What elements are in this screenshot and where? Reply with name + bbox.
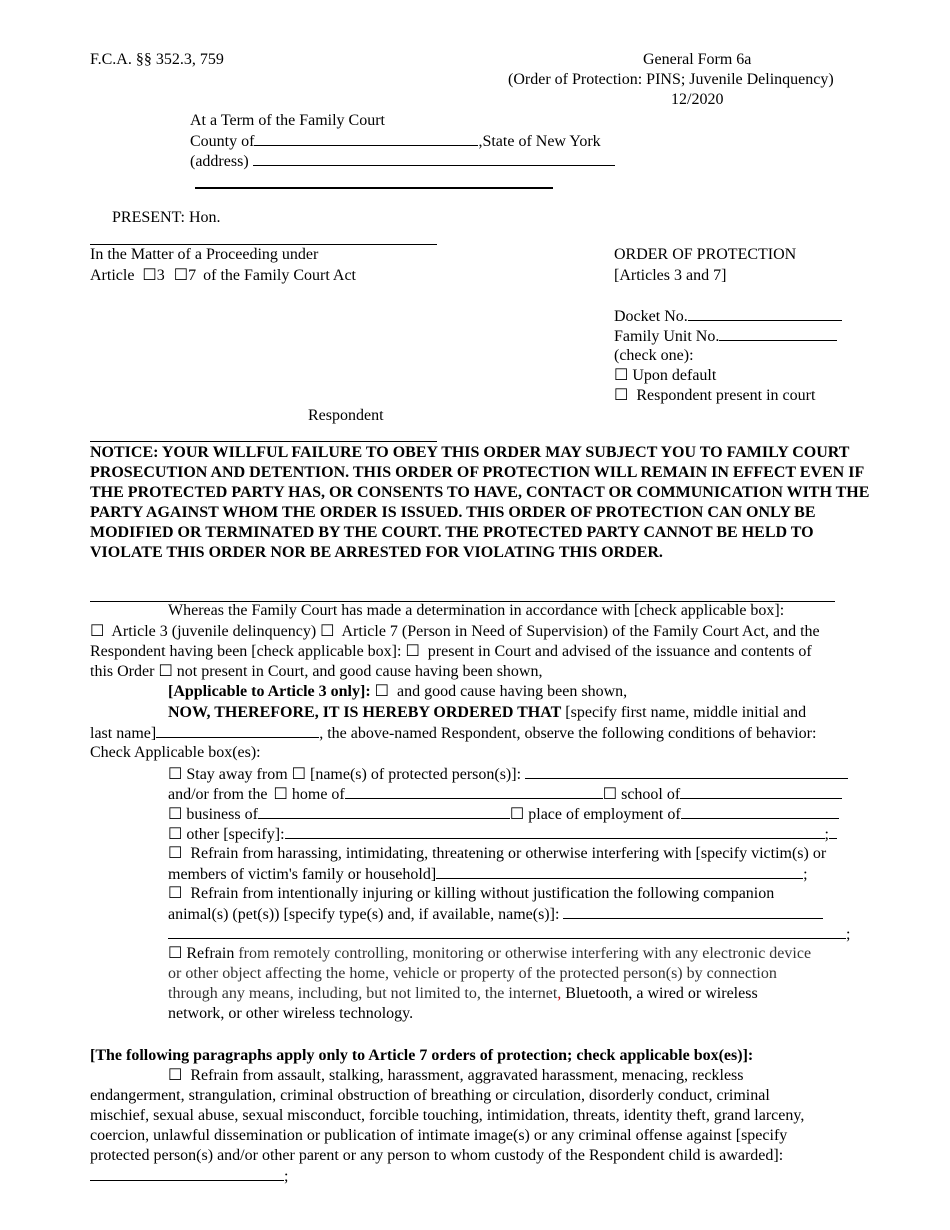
upon-default-label: Upon default (632, 367, 717, 384)
harass-line-1 (168, 844, 826, 864)
other-line (168, 824, 837, 845)
respondent-label: Respondent (308, 407, 384, 424)
form-date: 12/2020 (671, 91, 724, 108)
electronic-refrain: Refrain (186, 945, 235, 962)
business-of-field[interactable] (258, 804, 510, 819)
harass-line-2 (168, 864, 808, 885)
judge-signature-line (195, 187, 553, 189)
family-unit-field[interactable] (719, 326, 837, 341)
upon-default-option (614, 366, 716, 386)
article-3-checkbox[interactable]: ☐ (142, 267, 157, 284)
respondent-present-label: Respondent present in court (636, 387, 816, 404)
article7-line-4: coercion, unlawful dissemination or publication of intimate image(s) or any criminal offense against [specify (90, 1127, 788, 1144)
school-of-label: school of (621, 786, 681, 803)
county-line (190, 131, 601, 152)
family-unit-line (614, 326, 837, 347)
matter-line: In the Matter of a Proceeding under (90, 246, 319, 263)
address-field[interactable] (253, 151, 615, 166)
article-options-line (90, 622, 820, 642)
respondent-having-label: Respondent having been [check applicable box]: (90, 643, 402, 660)
respondent-having-line (90, 642, 812, 662)
harass-text-1: Refrain from harassing, intimidating, threatening or otherwise interfering with [specify victim(s) or (190, 845, 827, 862)
article-line (90, 266, 356, 286)
respondent-present-option (614, 386, 815, 406)
article-3-label: 3 (156, 267, 165, 284)
form-name: General Form 6a (643, 51, 752, 68)
home-school-line (168, 784, 842, 805)
upon-default-checkbox[interactable]: ☐ (614, 367, 629, 384)
whereas-line: Whereas the Family Court has made a determination in accordance with [check applicable box]: (168, 602, 785, 619)
and-or-from-label: and/or from the (168, 786, 268, 803)
docket-label: Docket No. (614, 308, 688, 325)
animal-semicolon: ; (846, 926, 851, 943)
business-of-label: business of (186, 806, 258, 823)
body-article-7-label: Article 7 (Person in Need of Supervision) of the Family Court Act, and the (341, 623, 820, 640)
other-field[interactable] (285, 824, 825, 839)
stay-away-line (168, 764, 848, 785)
applicable-art3-line (168, 682, 627, 702)
present-label: PRESENT: Hon. (112, 209, 221, 226)
body-article-7-checkbox[interactable]: ☐ (320, 623, 335, 640)
home-of-label: home of (291, 786, 345, 803)
other-checkbox[interactable]: ☐ (168, 826, 183, 843)
county-label: County of (190, 133, 255, 150)
protected-persons-label: [name(s) of protected person(s)]: (310, 766, 522, 783)
court-term-line: At a Term of the Family Court (190, 112, 385, 129)
school-checkbox[interactable]: ☐ (602, 786, 618, 803)
check-one-label: (check one): (614, 347, 694, 364)
business-employment-line (168, 804, 839, 825)
applicable-art3-label: [Applicable to Article 3 only]: (168, 683, 371, 700)
other-label: other [specify]: (186, 826, 285, 843)
above-named-label: , the above-named Respondent, observe the following conditions of behavior: (319, 725, 817, 742)
animal-field[interactable] (563, 904, 823, 919)
respondent-name-field[interactable] (156, 723, 319, 738)
docket-field[interactable] (688, 306, 842, 321)
animal-line-3 (168, 924, 850, 945)
electronic-comma: , (557, 985, 562, 1002)
article-label: Article (90, 267, 135, 284)
home-of-field[interactable] (345, 784, 603, 799)
present-in-court-checkbox[interactable]: ☐ (405, 643, 420, 660)
specify-name-label: [specify first name, middle initial and (565, 704, 807, 721)
animal-line-2 (168, 904, 823, 925)
article7-line-3: mischief, sexual abuse, sexual misconduct, forcible touching, intimidation, threats, identity theft, grand larceny, (90, 1107, 805, 1124)
now-therefore-line (168, 703, 806, 723)
article7-line-5: protected person(s) and/or other parent or any person to whom custody of the Respondent child is awarded]: (90, 1147, 784, 1164)
present-in-court-label: present in Court and advised of the issuance and contents of (427, 643, 812, 660)
electronic-line-1 (168, 944, 811, 964)
form-subtitle: (Order of Protection: PINS; Juvenile Delinquency) (508, 71, 834, 88)
school-of-field[interactable] (680, 784, 842, 799)
stay-away-label: Stay away from (186, 766, 288, 783)
not-present-label: not present in Court, and good cause having been shown, (176, 663, 543, 680)
animal-line-1 (168, 884, 774, 904)
statute-reference: F.C.A. §§ 352.3, 759 (90, 51, 224, 68)
not-present-checkbox[interactable]: ☐ (158, 663, 173, 680)
electronic-line-3 (168, 984, 758, 1004)
electronic-text-1: from remotely controlling, monitoring or otherwise interfering with any electronic device (238, 945, 812, 962)
order-title: ORDER OF PROTECTION (614, 246, 797, 263)
harass-semicolon: ; (803, 866, 808, 883)
now-therefore-label: NOW, THEREFORE, IT IS HEREBY ORDERED THAT (168, 704, 562, 721)
docket-line (614, 306, 842, 327)
protected-persons-checkbox[interactable]: ☐ (291, 766, 306, 783)
stay-away-checkbox[interactable]: ☐ (168, 766, 183, 783)
article7-line-1 (168, 1066, 744, 1086)
employment-of-label: place of employment of (528, 806, 681, 823)
state-label: ,State of New York (478, 133, 601, 150)
check-applicable-label: Check Applicable box(es): (90, 744, 261, 761)
article7-persons-field[interactable] (90, 1166, 284, 1181)
harass-victims-field[interactable] (436, 864, 803, 879)
article7-text-1: Refrain from assault, stalking, harassment, aggravated harassment, menacing, reckless (190, 1067, 744, 1084)
animal-field-continued[interactable] (168, 924, 846, 939)
body-article-3-label: Article 3 (juvenile delinquency) (111, 623, 317, 640)
employment-of-field[interactable] (681, 804, 839, 819)
caption-bottom-rule (90, 441, 437, 442)
harass-text-2: members of victim's family or household] (168, 866, 437, 883)
harass-checkbox[interactable]: ☐ (168, 845, 183, 862)
article7-checkbox[interactable]: ☐ (168, 1067, 183, 1084)
body-article-3-checkbox[interactable]: ☐ (90, 623, 105, 640)
article7-semicolon: ; (284, 1168, 289, 1185)
act-label: of the Family Court Act (203, 267, 356, 284)
animal-text-2: animal(s) (pet(s)) [specify type(s) and, if available, name(s)]: (168, 906, 560, 923)
respondent-name-line (90, 723, 816, 744)
animal-checkbox[interactable]: ☐ (168, 885, 183, 902)
electronic-text-3a: through any means, including, but not limited to, the internet (168, 985, 558, 1002)
good-cause-label: and good cause having been shown, (396, 683, 628, 700)
this-order-label: this Order (90, 663, 155, 680)
not-present-line (90, 662, 542, 682)
article7-line-2: endangerment, strangulation, criminal obstruction of breathing or circulation, disorderly conduct, criminal (90, 1087, 770, 1104)
electronic-line-4: network, or other wireless technology. (168, 1005, 414, 1022)
animal-text-1: Refrain from intentionally injuring or killing without justification the following companion (190, 885, 775, 902)
electronic-checkbox[interactable]: ☐ (168, 945, 183, 962)
respondent-present-checkbox[interactable]: ☐ (614, 387, 629, 404)
electronic-line-2: or other object affecting the home, vehicle or property of the protected person(s) by connection (168, 965, 777, 982)
article-7-checkbox[interactable]: ☐ (173, 267, 189, 284)
county-field[interactable] (254, 131, 478, 146)
electronic-text-3b: Bluetooth, a wired or wireless (565, 985, 758, 1002)
family-unit-label: Family Unit No. (614, 328, 720, 345)
other-semicolon: ; (824, 826, 829, 843)
article7-line-6 (90, 1166, 288, 1187)
good-cause-checkbox[interactable]: ☐ (374, 683, 389, 700)
last-name-label: last name] (90, 725, 157, 742)
employment-checkbox[interactable]: ☐ (509, 806, 525, 823)
order-articles: [Articles 3 and 7] (614, 267, 727, 284)
address-line (190, 151, 615, 172)
business-checkbox[interactable]: ☐ (168, 806, 183, 823)
notice-paragraph: NOTICE: YOUR WILLFUL FAILURE TO OBEY THIS ORDER MAY SUBJECT YOU TO FAMILY COURT PROSECUTION AND DETENTION. THIS ORDER OF PROTECTION WILL REMAIN IN EFFECT EVEN IF THE PROTECTED PARTY HAS, OR CONSENTS TO HAVE, CONTACT OR COMMUNICATION WITH THE PARTY AGAINST WHOM THE ORDER IS ISSUED. THIS ORDER OF PROTECTION CAN ONLY BE MODIFIED OR TERMINATED BY THE COURT. THE PROTECTED PARTY CANNOT BE HELD TO VIOLATE THIS ORDER NOR BE ARRESTED FOR VIOLATING THIS ORDER. (90, 444, 870, 561)
protected-persons-field[interactable] (525, 764, 848, 779)
article7-heading: [The following paragraphs apply only to Article 7 orders of protection; check applicable box(es)]: (90, 1047, 754, 1064)
address-label: (address) (190, 153, 249, 170)
article-7-label: 7 (188, 267, 197, 284)
home-checkbox[interactable]: ☐ (273, 786, 288, 803)
